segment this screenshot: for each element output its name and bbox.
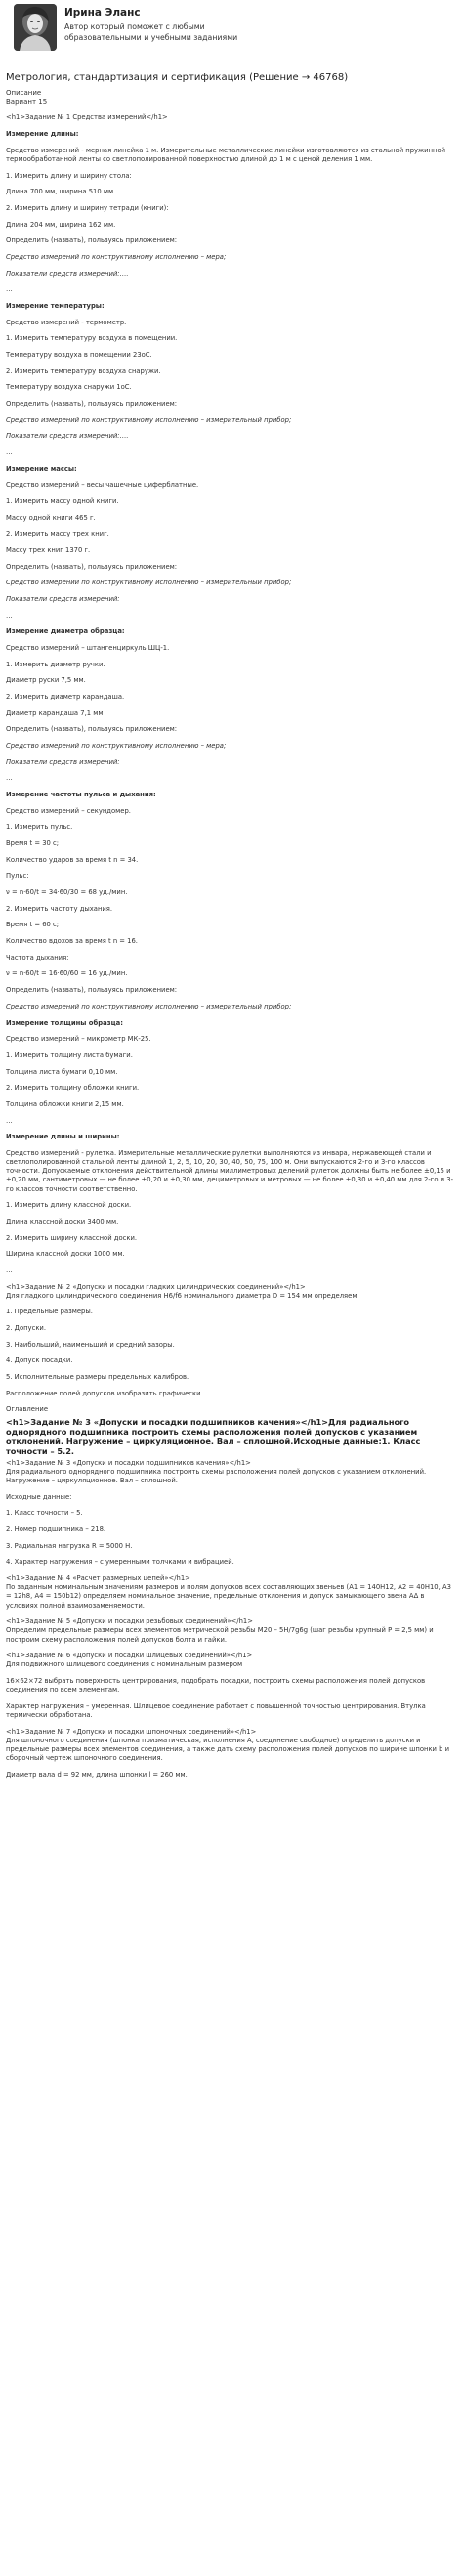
paragraph: 2. Допуски. bbox=[6, 1324, 47, 1333]
paragraph: 5. Исполнительные размеры предельных калибров. bbox=[6, 1373, 189, 1382]
paragraph: 2. Измерить частоту дыхания. bbox=[6, 904, 113, 913]
paragraph: … bbox=[6, 774, 13, 783]
paragraph: 2. Измерить ширину классной доски. bbox=[6, 1233, 138, 1242]
section-heading: Измерение массы: bbox=[6, 464, 77, 473]
paragraph: Оглавление bbox=[6, 1405, 49, 1414]
paragraph: <h1>Задание № 1 Средства измерений</h1> bbox=[6, 113, 168, 122]
paragraph: Температуру воздуха в помещении 23оС. bbox=[6, 350, 152, 359]
section-heading: Измерение длины и ширины: bbox=[6, 1133, 120, 1141]
paragraph: 1. Измерить температуру воздуха в помещении. bbox=[6, 334, 178, 343]
paragraph: Частота дыхания: bbox=[6, 953, 69, 962]
section-heading: Измерение температуры: bbox=[6, 301, 105, 310]
paragraph: <h1>Задание № 4 «Расчет размерных цепей»</h1> По заданным номинальным значениям размеров и полям допусков всех составляющих звеньев (А1 = 140Н12, А2 = 40Н10, А3 = 12h8, А4 = 150b12) определяем номинальное значение, предельные отклонения и допуск замыкающего звена AΔ в условиях полной взаимозаменяемости. bbox=[6, 1574, 451, 1610]
paragraph: Расположение полей допусков изобразить графически. bbox=[6, 1389, 203, 1397]
document-title: Метрология, стандартизация и сертификация (Решение → 46768) bbox=[6, 72, 349, 83]
paragraph: Средство измерений по конструктивному исполнению – измерительный прибор; bbox=[6, 415, 292, 424]
paragraph: 1. Измерить длину и ширину стола: bbox=[6, 171, 132, 180]
paragraph: Средство измерений - термометр. bbox=[6, 318, 127, 326]
paragraph: 2. Измерить длину и ширину тетради (книги): bbox=[6, 203, 169, 212]
paragraph: 4. Характер нагружения – с умеренными толчками и вибрацией. bbox=[6, 1558, 234, 1567]
paragraph: 1. Измерить пульс. bbox=[6, 823, 73, 832]
paragraph: Пульс: bbox=[6, 872, 29, 880]
paragraph: Средство измерений - рулетка. Измерительные металлические рулетки выполняются из инвара, нержавеющей стали и светлополированной стальной ленты длиной 1, 2, 5, 10, 20, 30, 40, 50, 75, 100 м. Они выпускаются 2-го и 3-го классов точности. Допускаемые отклонения действительной длины миллиметровых делений рулеток должны быть не более ±0,15 и ±0,20 мм, сантиметровых — не более ±0,20 и ±0,30 мм, дециметровых и метровых — не более ±0,30 и ±0,40 мм для 2-го и 3-го классов точности соответственно. bbox=[6, 1148, 454, 1193]
paragraph: Средство измерений – микрометр МК-25. bbox=[6, 1035, 151, 1044]
paragraph: Диаметр вала d = 92 мм, длина шпонки l = 260 мм. bbox=[6, 1770, 188, 1779]
paragraph: 1. Класс точности – 5. bbox=[6, 1509, 83, 1518]
paragraph: <h1>Задание № 2 «Допуски и посадки гладких цилиндрических соединений»</h1> Для гладкого цилиндрического соединения H6/f6 номинального диаметра D = 154 мм определяем: bbox=[6, 1282, 359, 1300]
paragraph: 1. Измерить длину классной доски. bbox=[6, 1201, 132, 1210]
paragraph: Длина 204 мм, ширина 162 мм. bbox=[6, 220, 116, 229]
paragraph: Диаметр карандаша 7,1 мм bbox=[6, 708, 104, 717]
author-name[interactable]: Ирина Эланс bbox=[64, 7, 141, 19]
author-header bbox=[6, 0, 457, 72]
paragraph: 2. Измерить диаметр карандаша. bbox=[6, 693, 125, 702]
paragraph: Показатели средств измерений:…. bbox=[6, 432, 129, 441]
section-heading: Измерение диаметра образца: bbox=[6, 627, 125, 636]
paragraph: Толщина листа бумаги 0,10 мм. bbox=[6, 1067, 118, 1076]
paragraph: Толщина обложки книги 2,15 мм. bbox=[6, 1099, 124, 1108]
paragraph: 2. Измерить массу трех книг. bbox=[6, 530, 109, 538]
variant-label: Вариант 15 bbox=[6, 97, 48, 106]
paragraph: … bbox=[6, 285, 13, 294]
paragraph: Средство измерений – весы чашечные циферблатные. bbox=[6, 481, 199, 490]
section-heading: Измерение частоты пульса и дыхания: bbox=[6, 791, 156, 799]
paragraph: Время t = 60 с; bbox=[6, 921, 60, 929]
paragraph: 1. Предельные размеры. bbox=[6, 1308, 93, 1316]
author-avatar[interactable] bbox=[14, 4, 57, 51]
paragraph: Показатели средств измерений:…. bbox=[6, 269, 129, 278]
paragraph: Определить (назвать), пользуясь приложением: bbox=[6, 236, 178, 245]
paragraph: <h1>Задание № 5 «Допуски и посадки резьбовых соединений»</h1> Определим предельные размеры всех элементов метрической резьбы М20 – 5H/7g6g (шаг резьбы крупный P = 2,5 мм) и построим схему расположения полей допусков болта и гайки. bbox=[6, 1617, 434, 1644]
paragraph: Средство измерений по конструктивному исполнению – мера; bbox=[6, 742, 227, 751]
paragraph: … bbox=[6, 448, 13, 456]
paragraph: Средство измерений по конструктивному исполнению – мера; bbox=[6, 252, 227, 261]
paragraph: Количество ударов за время t n = 34. bbox=[6, 855, 139, 864]
paragraph: 4. Допуск посадки. bbox=[6, 1356, 73, 1365]
paragraph: … bbox=[6, 1266, 13, 1274]
paragraph: … bbox=[6, 1116, 13, 1125]
paragraph: 1. Измерить толщину листа бумаги. bbox=[6, 1051, 133, 1059]
paragraph: 2. Измерить толщину обложки книги. bbox=[6, 1084, 140, 1093]
paragraph: … bbox=[6, 611, 13, 620]
paragraph: Исходные данные: bbox=[6, 1492, 72, 1501]
paragraph: Определить (назвать), пользуясь приложением: bbox=[6, 562, 178, 571]
paragraph: ν = n·60/t = 16·60/60 = 16 уд./мин. bbox=[6, 969, 128, 978]
paragraph: Средство измерений – секундомер. bbox=[6, 806, 131, 815]
paragraph: Определить (назвать), пользуясь приложением: bbox=[6, 986, 178, 995]
description-label: Описание bbox=[6, 88, 42, 97]
paragraph: Длина 700 мм, ширина 510 мм. bbox=[6, 188, 116, 196]
paragraph: 1. Измерить массу одной книги. bbox=[6, 497, 119, 505]
paragraph: Средство измерений по конструктивному исполнению – измерительный прибор; bbox=[6, 579, 292, 587]
avatar-photo-icon bbox=[14, 4, 57, 51]
paragraph: Средство измерений по конструктивному исполнению – измерительный прибор; bbox=[6, 1002, 292, 1010]
task-heading: <h1>Задание № 3 «Допуски и посадки подшипников качения»</h1>Для радиального однорядного подшипника построить схемы расположения полей допусков с указанием отклонений. Нагружение – циркуляционное. Вал – сплошной.Исходные данные:1. Класс точности – 5.2. bbox=[6, 1416, 421, 1457]
paragraph: Количество вдохов за время t n = 16. bbox=[6, 937, 138, 946]
paragraph: <h1>Задание № 7 «Допуски и посадки шпоночных соединений»</h1> Для шпоночного соединения (шпонка призматическая, исполнения А, соединение свободное) определить допуски и предельные размеры всех элементов соединения, а также дать схему расположения полей допусков по ширине шпонки b и сборочный чертеж шпоночного соединения. bbox=[6, 1727, 450, 1763]
author-info bbox=[64, 4, 279, 43]
paragraph: Средство измерений - мерная линейка 1 м. Измерительные металлические линейки изготовляются из стальной пружинной термообработанной ленты со светлополированной поверхностью длиной до 1 м с ценой деления 1 мм. bbox=[6, 146, 446, 163]
paragraph: Характер нагружения – умеренная. Шлицевое соединение работает с повышенной точностью центрирования. Втулка термически обработана. bbox=[6, 1701, 426, 1720]
paragraph: Длина классной доски 3400 мм. bbox=[6, 1217, 119, 1225]
paragraph: 2. Номер подшипника – 218. bbox=[6, 1525, 106, 1533]
paragraph: Показатели средств измерений: bbox=[6, 757, 120, 766]
author-description: Автор который поможет с любыми образовательными и учебными заданиями bbox=[64, 22, 238, 42]
paragraph: Массу одной книги 465 г. bbox=[6, 513, 96, 522]
paragraph: 16×62×72 выбрать поверхность центрирования, подобрать посадки, построить схемы расположения полей допусков соединения по всем элементам. bbox=[6, 1677, 426, 1695]
paragraph: <h1>Задание № 6 «Допуски и посадки шлицевых соединений»</h1> Для подвижного шлицевого соединения с номинальным размером bbox=[6, 1652, 253, 1669]
paragraph: Диаметр руски 7,5 мм. bbox=[6, 676, 86, 685]
paragraph: Определить (назвать), пользуясь приложением: bbox=[6, 399, 178, 408]
section-heading: Измерение длины: bbox=[6, 130, 79, 139]
paragraph: Определить (назвать), пользуясь приложением: bbox=[6, 725, 178, 734]
paragraph: Температуру воздуха снаружи 1оС. bbox=[6, 383, 132, 392]
document-body bbox=[6, 113, 457, 1780]
paragraph: <h1>Задание № 3 «Допуски и посадки подшипников качения»</h1> Для радиального однорядного подшипника построить схемы расположения полей допусков с указанием отклонений. Нагружение – циркуляционное. Вал – сплошной. bbox=[6, 1458, 427, 1484]
paragraph: 3. Радиальная нагрузка R = 5000 Н. bbox=[6, 1541, 133, 1550]
paragraph: Массу трех книг 1370 г. bbox=[6, 546, 91, 555]
paragraph: Средство измерений – штангенциркуль ШЦ-1. bbox=[6, 644, 170, 653]
paragraph: Время t = 30 с; bbox=[6, 839, 60, 848]
paragraph: 2. Измерить температуру воздуха снаружи. bbox=[6, 366, 161, 375]
paragraph: 3. Наибольший, наименьший и средний зазоры. bbox=[6, 1340, 175, 1349]
paragraph: Ширина классной доски 1000 мм. bbox=[6, 1250, 125, 1259]
section-heading: Измерение толщины образца: bbox=[6, 1018, 123, 1027]
paragraph: ν = n·60/t = 34·60/30 = 68 уд./мин. bbox=[6, 888, 128, 897]
paragraph: 1. Измерить диаметр ручки. bbox=[6, 660, 105, 668]
paragraph: Показатели средств измерений: bbox=[6, 595, 120, 604]
